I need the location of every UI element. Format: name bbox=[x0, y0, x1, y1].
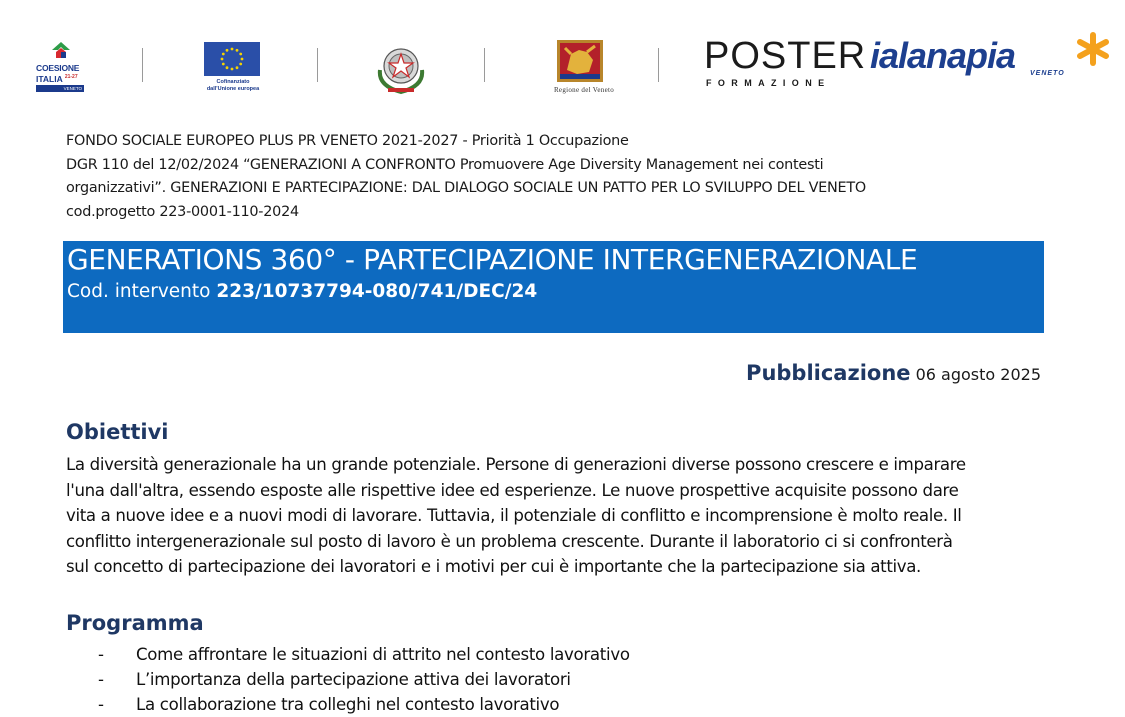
title-banner bbox=[63, 241, 1044, 333]
intervention-code: Cod. intervento 223/10737794-080/741/DEC/24 bbox=[67, 281, 538, 302]
eu-logo bbox=[196, 42, 270, 94]
funding-line: DGR 110 del 12/02/2024 “GENERAZIONI A CONFRONTO Promuovere Age Diversity Management nei contesti bbox=[66, 156, 824, 173]
poster-word: POSTER bbox=[704, 35, 867, 77]
logo-strip bbox=[0, 30, 1125, 100]
list-item: - L’importanza della partecipazione attiva dei lavoratori bbox=[98, 670, 571, 689]
funding-line: FONDO SOCIALE EUROPEO PLUS PR VENETO 2021-2027 - Priorità 1 Occupazione bbox=[66, 133, 629, 149]
poster-subtitle: FORMAZIONE bbox=[706, 78, 831, 88]
coesione-line1: COESIONE bbox=[36, 63, 80, 73]
program-heading: Programma bbox=[66, 611, 204, 635]
logo-divider bbox=[142, 48, 143, 82]
coesione-mark-icon bbox=[50, 40, 72, 60]
objectives-line: conflitto intergenerazionale sul posto di lavoro è un problema crescente. Durante il laboratorio ci si confronterà bbox=[66, 531, 953, 551]
objectives-line: La diversità generazionale ha un grande potenziale. Persone di generazioni diverse possono crescere e imparare bbox=[66, 455, 966, 474]
ialanapia-logo bbox=[870, 32, 1110, 96]
course-title: GENERATIONS 360° - PARTECIPAZIONE INTERGENERAZIONALE bbox=[67, 243, 918, 276]
poster-formazione-logo bbox=[704, 35, 867, 94]
eu-flag-icon bbox=[204, 42, 260, 76]
funding-info bbox=[66, 130, 1066, 224]
objectives-text bbox=[66, 452, 1046, 580]
funding-line: cod.progetto 223-0001-110-2024 bbox=[66, 203, 299, 220]
objectives-line: l'una dall'altra, essendo esposte alle rispettive idee ed esperienze. Le nuove prospettive acquisite possono dare bbox=[66, 480, 959, 500]
publication-value: 06 agosto 2025 bbox=[910, 365, 1041, 384]
ialanapia-word: ialanapia bbox=[870, 35, 1016, 76]
ialanapia-region: VENETO bbox=[1030, 70, 1065, 77]
veneto-lion-icon bbox=[557, 40, 603, 82]
repubblica-emblem-icon bbox=[374, 40, 428, 96]
publication-date bbox=[746, 361, 1041, 385]
veneto-caption: Regione del Veneto bbox=[553, 86, 615, 94]
publication-label: Pubblicazione bbox=[746, 361, 911, 385]
asterisk-star-icon bbox=[1076, 32, 1110, 66]
coesione-region: VENETO bbox=[36, 85, 84, 92]
list-item: - La collaborazione tra colleghi nel contesto lavorativo bbox=[98, 695, 560, 714]
funding-line: organizzativi”. GENERAZIONI E PARTECIPAZIONE: DAL DIALOGO SOCIALE UN PATTO PER LO SVILUPPO DEL VENETO bbox=[66, 180, 866, 196]
list-item: - Come affrontare le situazioni di attrito nel contesto lavorativo bbox=[98, 645, 630, 664]
regione-veneto-logo bbox=[548, 40, 620, 98]
coesione-line2: ITALIA $^{21-27}$ bbox=[36, 73, 78, 84]
logo-divider bbox=[658, 48, 659, 82]
logo-divider bbox=[484, 48, 485, 82]
objectives-heading: Obiettivi bbox=[66, 420, 169, 444]
program-list bbox=[98, 642, 630, 717]
coesione-italia-logo bbox=[36, 40, 88, 96]
logo-divider bbox=[317, 48, 318, 82]
objectives-line: sul concetto di partecipazione dei lavoratori e i motivi per cui è importante che la partecipazione sia attiva. bbox=[66, 557, 921, 577]
eu-caption: Cofinanziato dall'Unione europea bbox=[206, 79, 260, 92]
objectives-line: vita a nuove idee e a nuovi modi di lavorare. Tuttavia, il potenziale di conflitto e incomprensione è molto reale. Il bbox=[66, 506, 962, 526]
